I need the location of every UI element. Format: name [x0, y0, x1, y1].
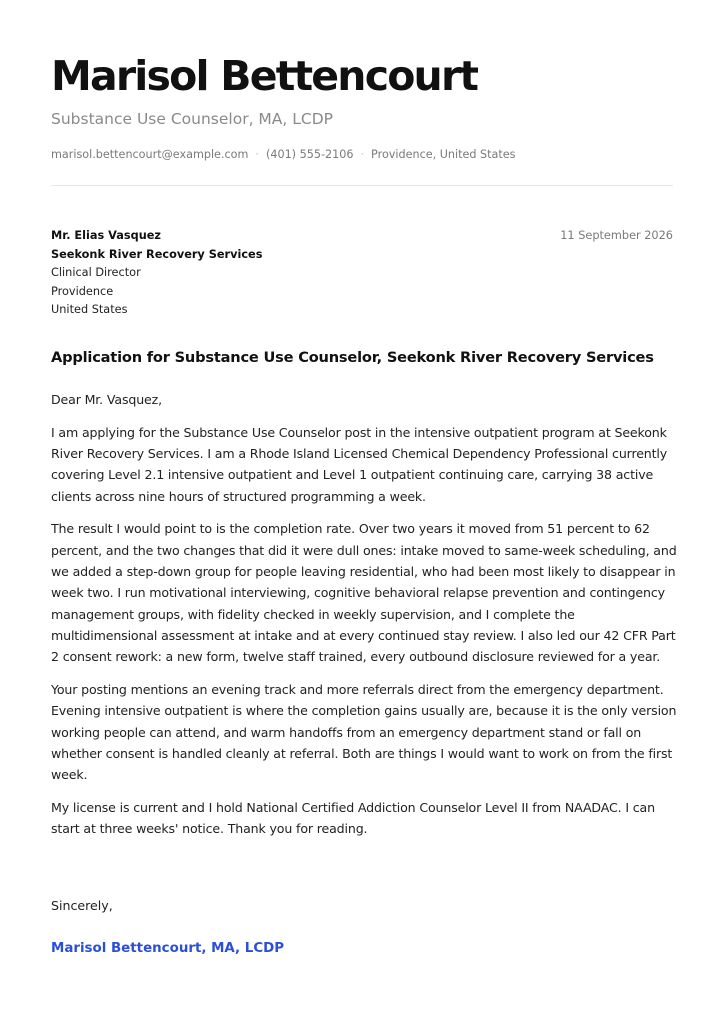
contact-location: Providence, United States: [371, 148, 516, 161]
body-paragraph: The result I would point to is the completion rate. Over two years it moved from 51 percent to 62 percent, and the two changes that did it were dull ones: intake moved to same-week scheduling, and we added a step-down group for people leaving residential, who had been most likely to disappear in week two. I run motivational interviewing, cognitive behavioral relapse prevention and contingency management groups, with fidelity checked in weekly supervision, and I complete the multidimensional assessment at intake and at every continued stay review. I also led our 42 CFR Part 2 consent rework: a new form, twelve staff trained, every outbound disclosure reviewed for a year.: [51, 521, 677, 665]
header-divider: [51, 185, 673, 186]
letter-date: 11 September 2026: [560, 229, 673, 242]
recipient-title: Clinical Director: [51, 266, 141, 279]
applicant-name: Marisol Bettencourt: [51, 52, 478, 100]
body-paragraph: Your posting mentions an evening track and more referrals direct from the emergency department. Evening intensive outpatient is where the completion gains usually are, because it is the only version working people can attend, and warm handoffs from an emergency department stand or fall on whether consent is handled cleanly at referral. Both are things I would want to work on from the first week.: [51, 682, 677, 783]
contact-line: [51, 146, 516, 164]
letter-body: [51, 389, 679, 851]
recipient-country: United States: [51, 303, 128, 316]
recipient-organization: Seekonk River Recovery Services: [51, 247, 263, 261]
recipient-name: Mr. Elias Vasquez: [51, 229, 162, 242]
signature: Marisol Bettencourt, MA, LCDP: [51, 941, 285, 956]
body-paragraph: My license is current and I hold National Certified Addiction Counselor Level II from NAADAC. I can start at three weeks' notice. Thank you for reading.: [51, 800, 655, 837]
recipient-block: [51, 227, 262, 320]
closing: Sincerely,: [51, 898, 113, 913]
applicant-subtitle: Substance Use Counselor, MA, LCDP: [51, 110, 333, 128]
body-paragraph: I am applying for the Substance Use Counselor post in the intensive outpatient program at Seekonk River Recovery Services. I am a Rhode Island Licensed Chemical Dependency Professional currently covering Level 2.1 intensive outpatient and Level 1 outpatient continuing care, carrying 38 active clients across nine hours of structured programming a week.: [51, 424, 668, 504]
contact-phone[interactable]: (401) 555-2106: [265, 148, 354, 161]
contact-separator: ·: [255, 148, 259, 161]
contact-separator: ·: [360, 148, 365, 161]
recipient-city: Providence: [51, 284, 114, 298]
letter-subject: Application for Substance Use Counselor, Seekonk River Recovery Services: [51, 349, 654, 366]
salutation: Dear Mr. Vasquez,: [51, 392, 162, 407]
contact-email[interactable]: marisol.bettencourt@example.com: [51, 148, 249, 161]
